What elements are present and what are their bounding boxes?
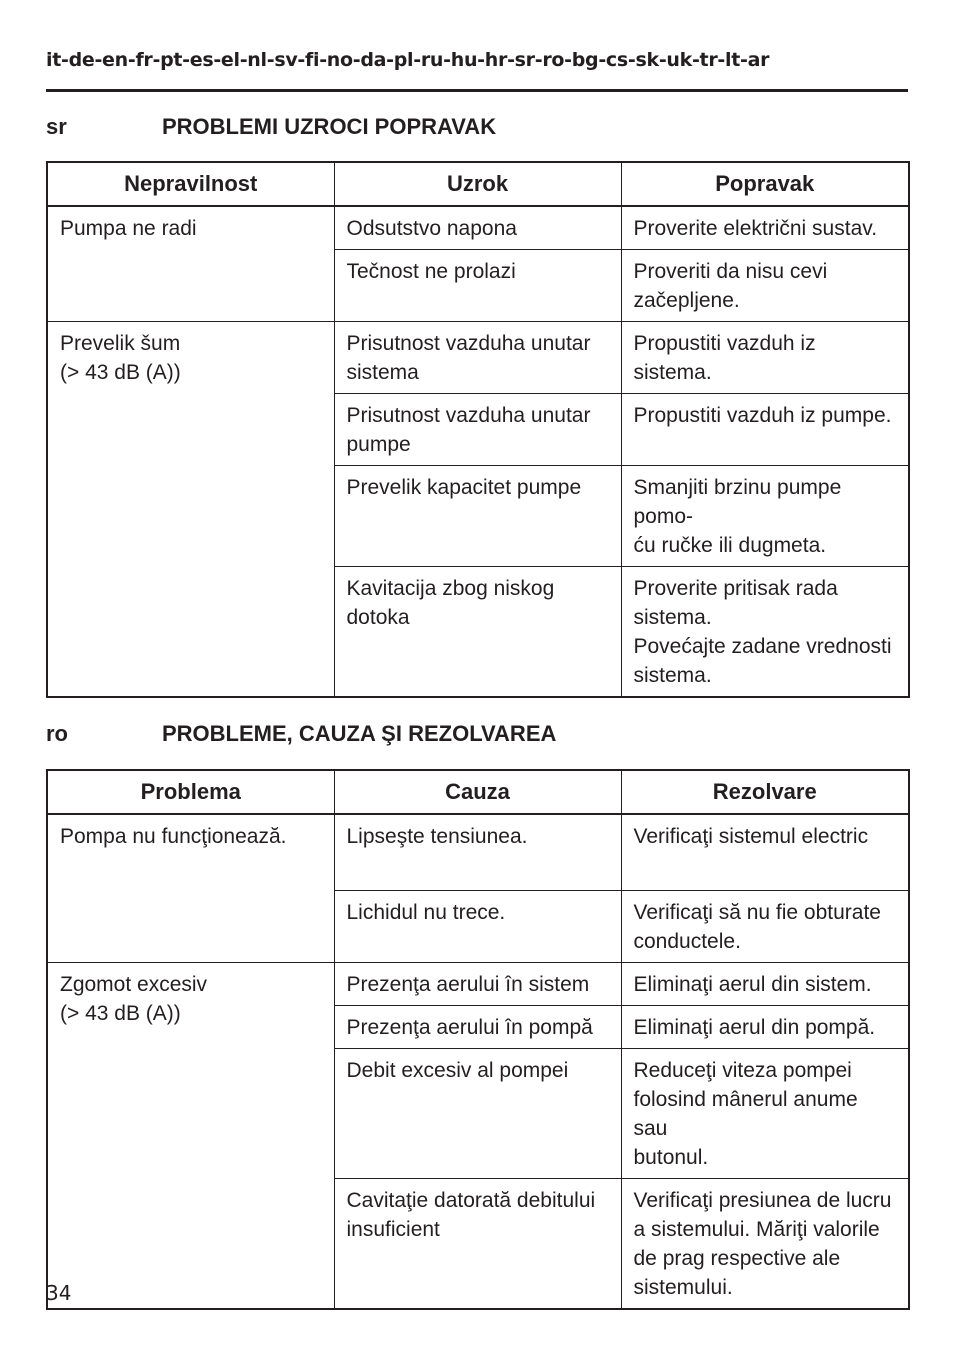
problem-cell: Pompa nu funcţionează.: [47, 814, 334, 962]
section-language-code: sr: [46, 114, 67, 139]
cause-cell: Cavitaţie datorată debitului insuficient: [334, 1178, 621, 1309]
column-header-cause: Uzrok: [334, 162, 621, 206]
remedy-cell: Proverite električni sustav.: [621, 206, 909, 250]
table-row: [47, 814, 909, 890]
cause-cell: Odsutstvo napona: [334, 206, 621, 250]
troubleshooting-table-sr: [46, 161, 910, 698]
table-row: [47, 322, 909, 394]
troubleshooting-table-ro: [46, 769, 910, 1310]
remedy-cell: Proverite pritisak rada sistema. Povećajte zadane vrednosti sistema.: [621, 567, 909, 698]
cause-cell: Prisutnost vazduha unutar sistema: [334, 322, 621, 394]
problem-cell: Prevelik šum (> 43 dB (A)): [47, 322, 334, 698]
cause-cell: Tečnost ne prolazi: [334, 250, 621, 322]
remedy-cell: Proveriti da nisu cevi začepljene.: [621, 250, 909, 322]
language-codes-header: it-de-en-fr-pt-es-el-nl-sv-fi-no-da-pl-ru-hu-hr-sr-ro-bg-cs-sk-uk-tr-lt-ar: [46, 49, 770, 71]
section-language-code: ro: [46, 721, 68, 746]
remedy-cell: Verificaţi să nu fie obturate conductele.: [621, 890, 909, 962]
problem-cell: Pumpa ne radi: [47, 206, 334, 322]
cause-cell: Prevelik kapacitet pumpe: [334, 466, 621, 567]
cause-cell: Lipseşte tensiunea.: [334, 814, 621, 890]
section-heading-sr: [46, 114, 496, 140]
page-number: 34: [46, 1281, 72, 1305]
section-title: PROBLEME, CAUZA ŞI REZOLVAREA: [162, 721, 557, 746]
table-header-row: [47, 770, 909, 814]
remedy-cell: Smanjiti brzinu pumpe pomo- ću ručke ili dugmeta.: [621, 466, 909, 567]
cause-cell: Kavitacija zbog niskog dotoka: [334, 567, 621, 698]
column-header-remedy: Rezolvare: [621, 770, 909, 814]
cause-cell: Prisutnost vazduha unutar pumpe: [334, 394, 621, 466]
table-header-row: [47, 162, 909, 206]
cause-cell: Lichidul nu trece.: [334, 890, 621, 962]
remedy-cell: Eliminaţi aerul din pompă.: [621, 1005, 909, 1048]
remedy-cell: Verificaţi presiunea de lucru a sistemului. Măriţi valorile de prag respective ale sistemului.: [621, 1178, 909, 1309]
table-row: [47, 206, 909, 250]
header-rule: [46, 89, 908, 92]
section-title: PROBLEMI UZROCI POPRAVAK: [162, 114, 497, 139]
cause-cell: Prezenţa aerului în sistem: [334, 962, 621, 1005]
remedy-cell: Propustiti vazduh iz pumpe.: [621, 394, 909, 466]
remedy-cell: Eliminaţi aerul din sistem.: [621, 962, 909, 1005]
remedy-cell: Reduceţi viteza pompei folosind mânerul anume sau butonul.: [621, 1048, 909, 1178]
section-heading-ro: [46, 721, 556, 747]
table-row: [47, 962, 909, 1005]
cause-cell: Prezenţa aerului în pompă: [334, 1005, 621, 1048]
column-header-problem: Problema: [47, 770, 334, 814]
column-header-cause: Cauza: [334, 770, 621, 814]
problem-cell: Zgomot excesiv (> 43 dB (A)): [47, 962, 334, 1309]
remedy-cell: Verificaţi sistemul electric: [621, 814, 909, 890]
cause-cell: Debit excesiv al pompei: [334, 1048, 621, 1178]
column-header-remedy: Popravak: [621, 162, 909, 206]
column-header-problem: Nepravilnost: [47, 162, 334, 206]
remedy-cell: Propustiti vazduh iz sistema.: [621, 322, 909, 394]
